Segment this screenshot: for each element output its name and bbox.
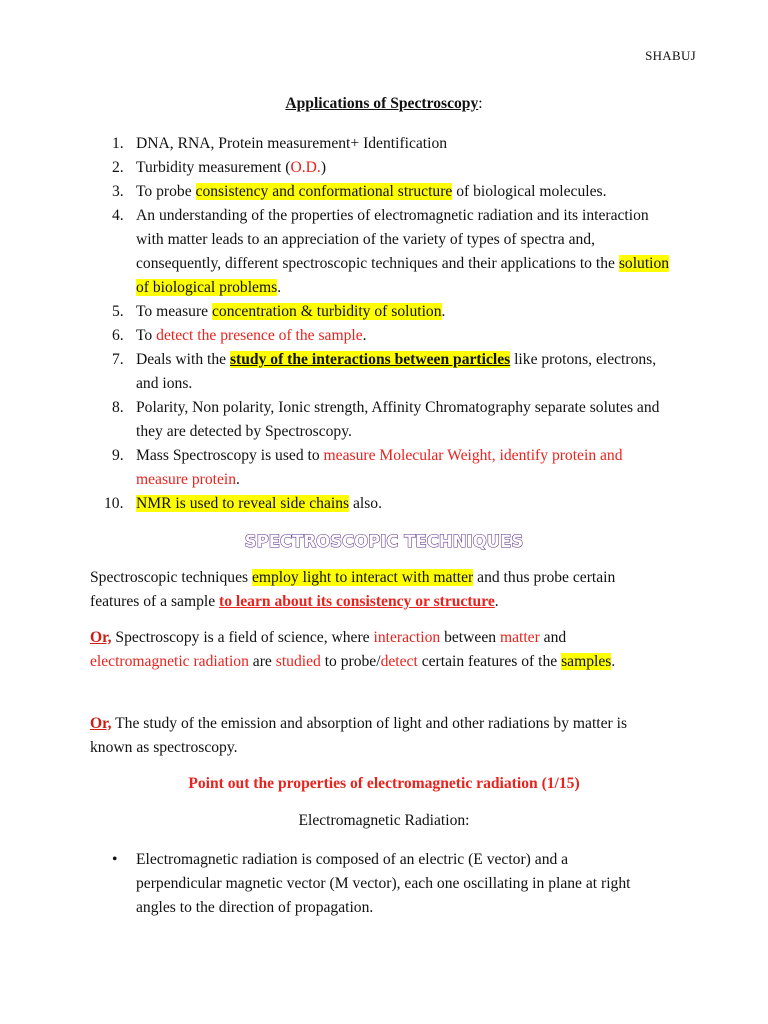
red-text: matter — [499, 629, 540, 646]
list-number: 1. — [112, 135, 124, 152]
para-text: Spectroscopy is a field of science, where — [111, 629, 374, 646]
para-text: and thus probe certain features of a sample — [90, 569, 616, 610]
list-item — [0, 300, 676, 324]
red-text: studied — [275, 653, 321, 670]
red-bold-text: to learn about its consistency or structure — [219, 593, 495, 610]
bullet-text: Electromagnetic radiation is composed of an electric (E vector) and a perpendicular magnetic vector (M vector), each one oscillating in plane at right angles to the direction of propagation. — [136, 851, 631, 916]
list-item — [0, 444, 676, 492]
definition-paragraph — [90, 566, 650, 614]
para-text: between — [440, 629, 500, 646]
list-item — [0, 324, 676, 348]
list-number: 4. — [112, 207, 124, 224]
list-text: Turbidity measurement ( — [136, 159, 291, 176]
or-label: Or, — [90, 715, 112, 732]
applications-list — [0, 132, 768, 516]
highlight-bold-text: study of the interactions between particles — [229, 351, 511, 368]
em-radiation-heading: Electromagnetic Radiation: — [298, 812, 470, 829]
list-text: ) — [320, 159, 327, 176]
list-number: 2. — [112, 159, 124, 176]
list-number: 5. — [112, 303, 124, 320]
list-item — [0, 180, 676, 204]
para-text: Spectroscopic techniques — [90, 569, 252, 586]
list-number: 8. — [112, 399, 124, 416]
list-number: 9. — [112, 447, 124, 464]
list-text: of biological molecules. — [452, 183, 607, 200]
para-text: certain features of the — [417, 653, 562, 670]
list-text: To — [136, 327, 157, 344]
or-label: Or, — [90, 629, 112, 646]
red-text: electromagnetic radiation — [90, 653, 249, 670]
list-text: . — [441, 303, 446, 320]
list-text: also. — [349, 495, 382, 512]
list-text: Polarity, Non polarity, Ionic strength, Affinity Chromatography separate solutes and they are detected by Spectroscopy. — [136, 399, 660, 440]
list-item — [0, 204, 676, 300]
section-title-text: SPECTROSCOPIC TECHNIQUES — [244, 532, 524, 551]
title-colon: : — [478, 95, 483, 112]
list-text: Mass Spectroscopy is used to — [136, 447, 324, 464]
list-text: DNA, RNA, Protein measurement+ Identification — [136, 135, 448, 152]
para-text: to probe/ — [320, 653, 381, 670]
list-text: Deals with the — [136, 351, 230, 368]
list-number: 7. — [112, 351, 124, 368]
highlight-text: concentration & turbidity of solution — [211, 303, 442, 320]
red-text: detect — [380, 653, 418, 670]
para-text: . — [494, 593, 499, 610]
list-text: like protons, electrons, and ions. — [136, 351, 657, 392]
list-number: 10. — [104, 495, 124, 512]
list-number: 6. — [112, 327, 124, 344]
list-text: An understanding of the properties of electromagnetic radiation and its interaction with matter leads to an appreciation of the variety of types of spectra and, consequently, different spectroscopic techniques and their applications to the — [136, 207, 649, 272]
list-number: 3. — [112, 183, 124, 200]
section-title-wordart — [0, 526, 768, 561]
list-item — [0, 348, 676, 396]
highlight-text: solution of biological problems — [136, 255, 670, 296]
bullet-item — [112, 848, 632, 920]
red-text: O.D. — [290, 159, 321, 176]
para-text: The study of the emission and absorption of light and other radiations by matter is known as spectroscopy. — [90, 715, 628, 756]
list-text: To probe — [136, 183, 196, 200]
section-title-svg — [234, 526, 534, 556]
highlight-text: employ light to interact with matter — [251, 569, 474, 586]
page-title — [0, 95, 768, 113]
para-text: and — [539, 629, 567, 646]
highlight-text: samples — [561, 653, 612, 670]
red-text: interaction — [373, 629, 441, 646]
author-header: SHABUJ — [645, 48, 696, 63]
list-item — [0, 156, 676, 180]
list-text: . — [236, 471, 240, 488]
list-item — [0, 492, 676, 516]
list-text: . — [277, 279, 282, 296]
para-text: . — [611, 653, 616, 670]
list-item — [0, 396, 676, 444]
red-text: measure Molecular Weight, identify protein and measure protein — [136, 447, 623, 488]
question-heading: Point out the properties of electromagnetic radiation (1/15) — [188, 775, 580, 792]
list-text: . — [362, 327, 367, 344]
definition-paragraph-alt — [90, 626, 650, 674]
red-text: detect the presence of the sample — [156, 327, 363, 344]
list-text: To measure — [136, 303, 212, 320]
list-item — [0, 132, 676, 156]
definition-paragraph-alt2 — [90, 712, 650, 760]
title-text: Applications of Spectroscopy — [285, 95, 479, 112]
para-text: are — [248, 653, 276, 670]
bullet-symbol: • — [112, 851, 118, 868]
highlight-text: consistency and conformational structure — [195, 183, 453, 200]
highlight-text: NMR is used to reveal side chains — [136, 495, 350, 512]
